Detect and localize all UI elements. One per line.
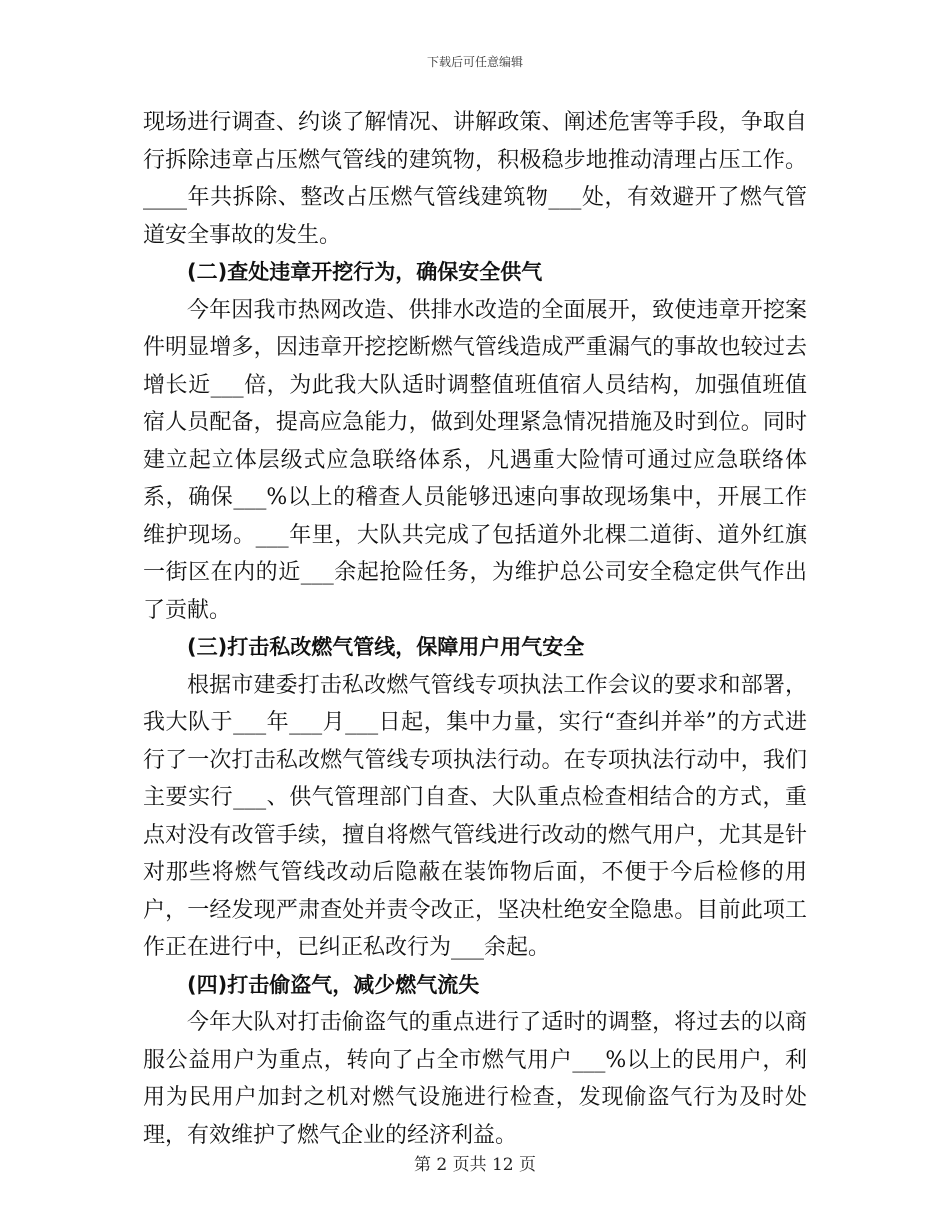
section-heading-3: (三)打击私改燃气管线，保障用户用气安全: [187, 635, 585, 659]
page-header-note: 下载后可任意编辑: [426, 55, 523, 69]
paragraph-section-3: 根据市建委打击私改燃气管线专项执法工作会议的要求和部署，我大队于___年___月___日起，集中力量，实行“查纠并举”的方式进行了一次打击私改燃气管线专项执法行动。在专项执法行动中，我们主要实行___、供气管理部门自查、大队重点检查相结合的方式，重点对没有改管手续，擅自将燃气管线进行改动的燃气用户，尤其是针对那些将燃气管线改动后隐蔽在装饰物后面，不便于今后检修的用户，一经发现严肃查处并责令改正，坚决杜绝安全隐患。目前此项工作正在进行中，已纠正私改行为___余起。: [143, 672, 807, 960]
paragraph-section-2: 今年因我市热网改造、供排水改造的全面展开，致使违章开挖案件明显增多，因违章开挖挖断燃气管线造成严重漏气的事故也较过去增长近___倍，为此我大队适时调整值班值宿人员结构，加强值班值宿人员配备，提高应急能力，做到处理紧急情况措施及时到位。同时建立起立体层级式应急联络体系，凡遇重大险情可通过应急联络体系，确保___%以上的稽查人员能够迅速向事故现场集中，开展工作维护现场。___年里，大队共完成了包括道外北棵二道街、道外红旗一街区在内的近___余起抢险任务，为维护总公司安全稳定供气作出了贡献。: [143, 297, 807, 623]
page-number-footer: 第 2 页共 12 页: [413, 1155, 537, 1175]
paragraph-section-4: 今年大队对打击偷盗气的重点进行了适时的调整，将过去的以商服公益用户为重点，转向了占全市燃气用户___%以上的民用户，利用为民用户加封之机对燃气设施进行检查，发现偷盗气行为及时处理，有效维护了燃气企业的经济利益。: [143, 1010, 807, 1148]
section-heading-2: (二)查处违章开挖行为，确保安全供气: [187, 260, 543, 284]
document-body: [143, 104, 807, 1154]
section-heading-4: (四)打击偷盗气，减少燃气流失: [187, 972, 480, 997]
paragraph-continued: 现场进行调查、约谈了解情况、讲解政策、阐述危害等手段，争取自行拆除违章占压燃气管线的建筑物，积极稳步地推动清理占压工作。____年共拆除、整改占压燃气管线建筑物___处，有效避开了燃气管道安全事故的发生。: [143, 110, 807, 248]
